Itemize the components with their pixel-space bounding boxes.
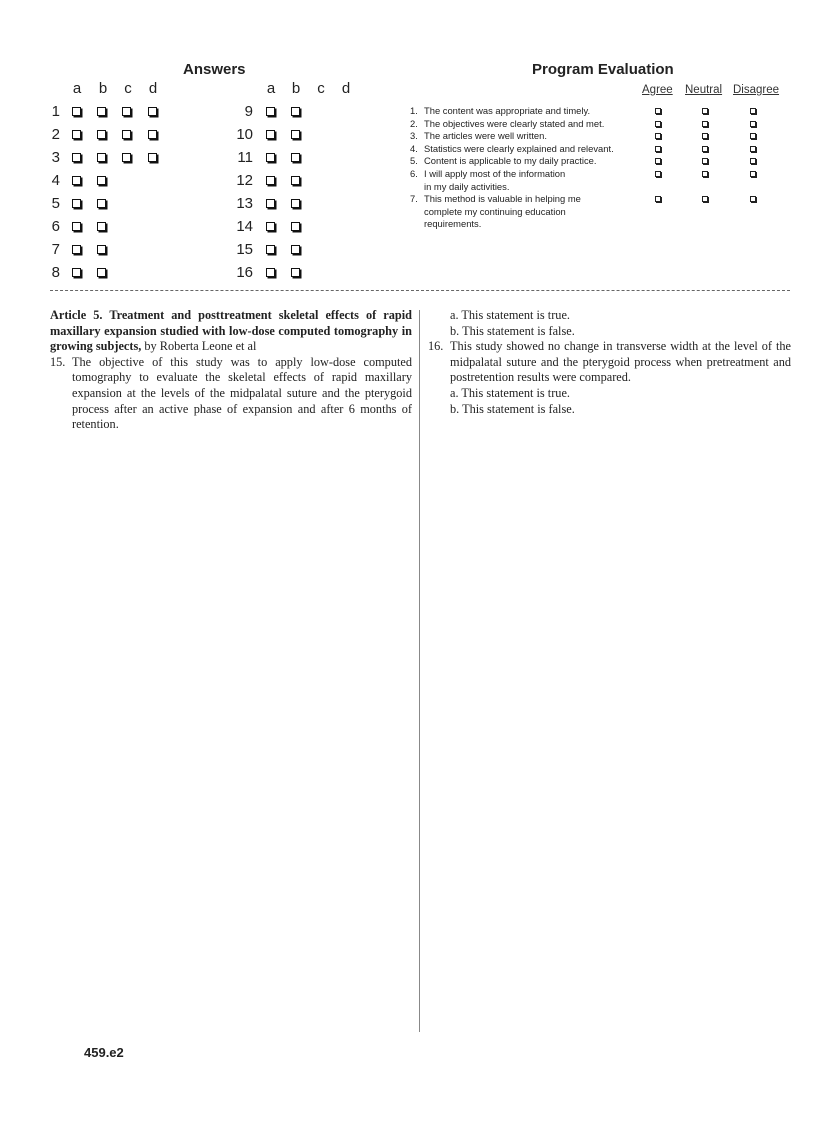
answer-checkbox-b[interactable] [97,199,106,208]
question-16-option-b: b. This statement is false. [450,401,575,416]
answer-checkbox-b[interactable] [291,268,300,277]
evaluation-item-number: 5. [410,155,418,167]
question-16-text: This study showed no change in transverse width at the level of the midpalatal suture and the pterygoid process when pretreatment and postretention results were compared. [450,339,791,385]
answers-letter-d: d [148,80,158,97]
article-heading [50,308,412,355]
evaluation-checkbox-disagree[interactable] [750,171,756,177]
evaluation-item [410,143,640,156]
evaluation-checkbox-agree[interactable] [655,121,661,127]
answer-row-number: 9 [244,103,253,120]
evaluation-checkbox-disagree[interactable] [750,121,756,127]
question-15 [50,355,412,433]
answers-letter-c-right: c [317,80,325,97]
answer-checkbox-c[interactable] [122,107,131,116]
answer-checkbox-b[interactable] [97,268,106,277]
answer-row-number: 11 [237,149,253,166]
evaluation-checkbox-agree[interactable] [655,171,661,177]
dashed-separator [50,290,790,291]
evaluation-checkbox-disagree[interactable] [750,158,756,164]
answer-checkbox-a[interactable] [72,130,81,139]
evaluation-item-text: requirements. [424,218,482,230]
answer-checkbox-b[interactable] [291,176,300,185]
answer-row-number: 7 [51,241,60,258]
answer-checkbox-a[interactable] [72,176,81,185]
evaluation-checkbox-agree[interactable] [655,196,661,202]
evaluation-item-text: The objectives were clearly stated and met. [424,117,605,129]
evaluation-checkbox-neutral[interactable] [702,146,708,152]
evaluation-item-number: 4. [410,142,418,154]
answer-checkbox-a[interactable] [72,268,81,277]
answer-checkbox-b[interactable] [97,245,106,254]
evaluation-item-text: Content is applicable to my daily practice. [424,155,597,167]
answer-checkbox-a[interactable] [266,199,275,208]
answer-checkbox-a[interactable] [266,176,275,185]
article-left-column [50,308,412,433]
article-author: by Roberta Leone et al [141,339,257,354]
answer-checkbox-b[interactable] [291,199,300,208]
evaluation-checkbox-agree[interactable] [655,133,661,139]
evaluation-checkbox-agree[interactable] [655,158,661,164]
question-15-number: 15. [50,354,66,369]
answers-letter-a: a [72,80,82,97]
answer-row-number: 12 [236,172,253,189]
answer-checkbox-b[interactable] [97,130,106,139]
evaluation-item [410,105,640,118]
answer-row-number: 2 [51,126,60,143]
answer-checkbox-d[interactable] [148,153,157,162]
answer-row-number: 3 [51,149,60,166]
evaluation-header-disagree: Disagree [733,84,780,96]
evaluation-checkbox-disagree[interactable] [750,108,756,114]
evaluation-item-text: The articles were well written. [424,130,547,142]
answer-checkbox-c[interactable] [122,153,131,162]
answer-row-number: 13 [236,195,253,212]
question-16 [428,339,791,386]
answer-checkbox-a[interactable] [266,107,275,116]
answer-checkbox-a[interactable] [266,222,275,231]
evaluation-item-text: in my daily activities. [424,180,510,192]
answer-checkbox-a[interactable] [72,222,81,231]
evaluation-header-neutral: Neutral [685,84,723,96]
answer-checkbox-c[interactable] [122,130,131,139]
answer-checkbox-a[interactable] [266,153,275,162]
answer-row-number: 15 [236,241,253,258]
evaluation-item [410,118,640,131]
answers-letter-b: b [98,80,108,97]
answer-checkbox-d[interactable] [148,130,157,139]
evaluation-item [410,155,640,168]
answer-row-number: 14 [236,218,253,235]
answer-checkbox-a[interactable] [266,268,275,277]
answers-letter-d-right: d [341,80,351,97]
evaluation-checkbox-disagree[interactable] [750,196,756,202]
evaluation-item-text: I will apply most of the information [424,168,566,179]
answer-checkbox-b[interactable] [97,222,106,231]
evaluation-item-number: 3. [410,130,418,142]
answer-checkbox-b[interactable] [291,245,300,254]
answer-row-number: 4 [51,172,60,189]
question-15-option-b: b. This statement is false. [450,323,575,338]
answer-checkbox-a[interactable] [72,245,81,254]
evaluation-checkbox-disagree[interactable] [750,146,756,152]
page-number: 459.e2 [84,1045,124,1060]
evaluation-checkbox-disagree[interactable] [750,133,756,139]
evaluation-item-number: 6. [410,168,418,179]
answer-checkbox-b[interactable] [97,107,106,116]
question-16-option-a: a. This statement is true. [450,385,570,400]
evaluation-checkbox-neutral[interactable] [702,158,708,164]
answers-letter-a-right: a [266,80,276,97]
evaluation-item-number: 2. [410,117,418,129]
answers-letter-b-right: b [291,80,301,97]
evaluation-item-text: Statistics were clearly explained and relevant. [424,142,614,154]
answer-checkbox-b[interactable] [97,153,106,162]
evaluation-item-number: 7. [410,193,418,205]
evaluation-checkbox-agree[interactable] [655,108,661,114]
evaluation-item [410,130,640,143]
evaluation-checkbox-neutral[interactable] [702,121,708,127]
evaluation-item [410,193,640,231]
answers-title: Answers [183,61,246,78]
evaluation-item [410,168,640,193]
article-right-column [428,308,791,417]
answers-letter-c: c [124,80,132,97]
evaluation-item-text: complete my continuing education [424,205,566,217]
evaluation-checkbox-agree[interactable] [655,146,661,152]
column-divider [419,310,420,1032]
answer-checkbox-a[interactable] [72,107,81,116]
evaluation-checkbox-neutral[interactable] [702,108,708,114]
answer-checkbox-b[interactable] [291,107,300,116]
evaluation-item-number: 1. [410,105,418,116]
answer-checkbox-b[interactable] [97,176,106,185]
evaluation-item-text: This method is valuable in helping me [424,193,581,205]
evaluation-item-text: The content was appropriate and timely. [424,105,591,116]
evaluation-checkbox-neutral[interactable] [702,171,708,177]
question-15-option-a: a. This statement is true. [450,308,570,322]
answer-row-number: 8 [51,264,60,281]
answer-checkbox-b[interactable] [291,130,300,139]
evaluation-checkbox-neutral[interactable] [702,196,708,202]
answer-row-number: 16 [236,264,253,281]
answer-checkbox-a[interactable] [72,153,81,162]
question-15-text: The objective of this study was to apply low-dose computed tomography to evaluate the skeletal effects of rapid maxillary expansion at the levels of the midpalatal suture and the pterygoid process after an active phase of expansion and after 6 months of retention. [72,354,412,432]
answer-checkbox-b[interactable] [291,153,300,162]
evaluation-header-agree: Agree [642,84,673,96]
answer-checkbox-a[interactable] [72,199,81,208]
evaluation-title: Program Evaluation [532,61,674,78]
answer-checkbox-a[interactable] [266,245,275,254]
question-16-number: 16. [428,339,444,354]
answer-checkbox-d[interactable] [148,107,157,116]
evaluation-checkbox-neutral[interactable] [702,133,708,139]
answer-checkbox-b[interactable] [291,222,300,231]
answer-row-number: 5 [51,195,60,212]
answer-checkbox-a[interactable] [266,130,275,139]
answer-row-number: 6 [51,218,60,235]
answer-row-number: 10 [236,126,253,143]
answer-row-number: 1 [51,103,60,120]
article-title: Article 5. Treatment and posttreatment skeletal effects of rapid maxillary expansion studied with low-dose computed tomography in growing subjects, [50,308,412,354]
